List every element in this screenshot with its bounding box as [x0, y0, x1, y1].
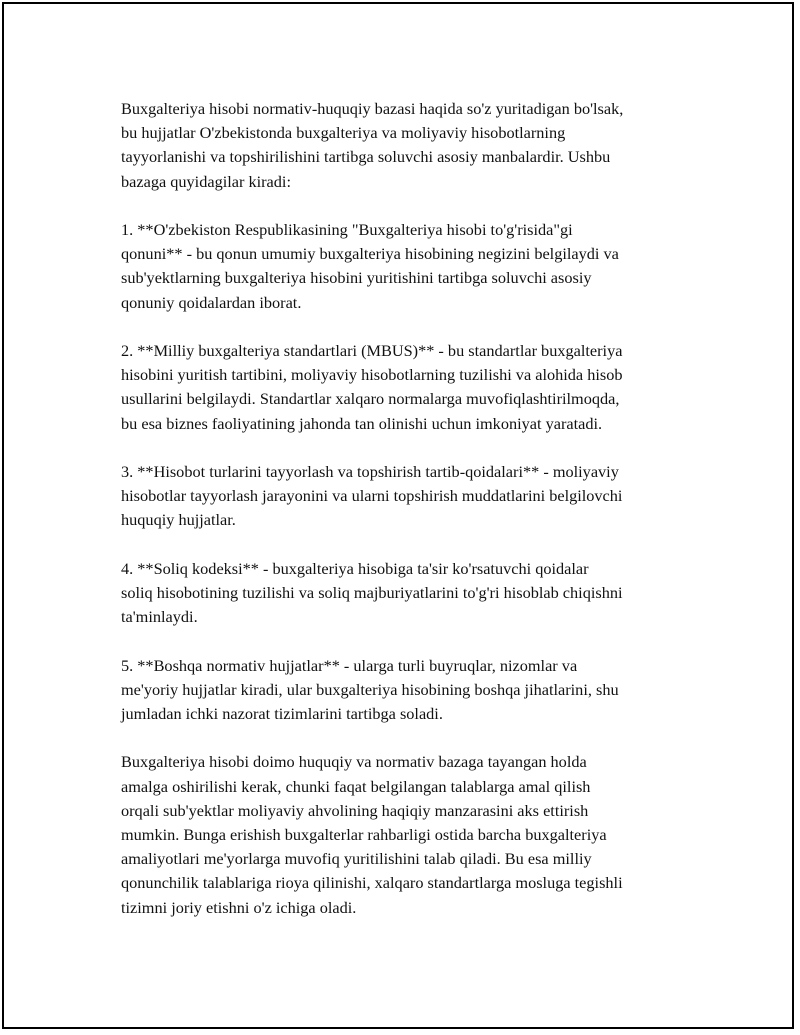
text-line: me'yoriy hujjatlar kiradi, ular buxgalteriya hisobining boshqa jihatlarini, shu	[121, 679, 619, 699]
text-line: qonuni** - bu qonun umumiy buxgalteriya hisobining negizini belgilaydi va	[121, 244, 619, 264]
list-item-5-paragraph	[121, 654, 701, 727]
text-line: amalga oshirilishi kerak, chunki faqat belgilangan talablarga amal qilish	[121, 776, 591, 796]
text-line: sub'yektlarning buxgalteriya hisobini yuritishini tartibga soluvchi asosiy	[121, 268, 592, 288]
text-line: Buxgalteriya hisobi normativ-huquqiy bazasi haqida so'z yuritadigan bo'lsak,	[121, 99, 624, 118]
text-line: tayyorlanishi va topshirilishini tartibga soluvchi asosiy manbalardir. Ushbu	[121, 147, 611, 167]
text-line: 2. **Milliy buxgalteriya standartlari (MBUS)** - bu standartlar buxgalteriya	[121, 341, 623, 360]
intro-paragraph	[121, 97, 701, 194]
text-line: 3. **Hisobot turlarini tayyorlash va topshirish tartib-qoidalari** - moliyaviy	[121, 462, 619, 481]
text-line: Buxgalteriya hisobi doimo huquqiy va normativ bazaga tayangan holda	[121, 752, 587, 772]
text-line: ta'minlaydi.	[121, 607, 198, 627]
text-line: bazaga quyidagilar kiradi:	[121, 171, 291, 191]
text-line: bu esa biznes faoliyatining jahonda tan olinishi uchun imkoniyat yaratadi.	[121, 413, 603, 433]
text-line: hisobotlar tayyorlash jarayonini va ularni topshirish muddatlarini belgilovchi	[121, 486, 623, 506]
text-line: jumladan ichki nazorat tizimlarini tartibga soladi.	[121, 704, 443, 723]
text-line: usullarini belgilaydi. Standartlar xalqaro normalarga muvofiqlashtirilmoqda,	[121, 389, 620, 409]
conclusion-paragraph	[121, 750, 701, 919]
text-line: qonuniy qoidalardan iborat.	[121, 292, 302, 312]
text-line: soliq hisobotining tuzilishi va soliq majburiyatlarini to'g'ri hisoblab chiqishni	[121, 583, 623, 602]
list-item-3-paragraph	[121, 460, 701, 533]
list-item-2-paragraph	[121, 339, 701, 436]
text-line: 4. **Soliq kodeksi** - buxgalteriya hisobiga ta'sir ko'rsatuvchi qoidalar	[121, 558, 589, 578]
page-frame	[2, 2, 794, 1029]
text-line: amaliyotlari me'yorlarga muvofiq yuritilishini talab qiladi. Bu esa milliy	[121, 849, 592, 869]
text-line: mumkin. Bunga erishish buxgalterlar rahbarligi ostida barcha buxgalteriya	[121, 825, 607, 844]
text-line: huquqiy hujjatlar.	[121, 510, 236, 530]
text-line: 1. **O'zbekiston Respublikasining "Buxgalteriya hisobi to'g'risida"gi	[121, 220, 573, 239]
text-line: tizimni joriy etishni o'z ichiga oladi.	[121, 897, 357, 917]
text-line: bu hujjatlar O'zbekistonda buxgalteriya va moliyaviy hisobotlarning	[121, 123, 566, 143]
text-line: 5. **Boshqa normativ hujjatlar** - ularga turli buyruqlar, nizomlar va	[121, 655, 578, 675]
list-item-1-paragraph	[121, 218, 701, 315]
text-line: qonunchilik talablariga rioya qilinishi, xalqaro standartlarga mosluga tegishli	[121, 873, 623, 893]
text-line: orqali sub'yektlar moliyaviy ahvolining haqiqiy manzarasini aks ettirish	[121, 800, 589, 820]
text-line: hisobini yuritish tartibini, moliyaviy hisobotlarning tuzilishi va alohida hisob	[121, 365, 623, 385]
document-body	[121, 97, 701, 944]
list-item-4-paragraph	[121, 557, 701, 630]
